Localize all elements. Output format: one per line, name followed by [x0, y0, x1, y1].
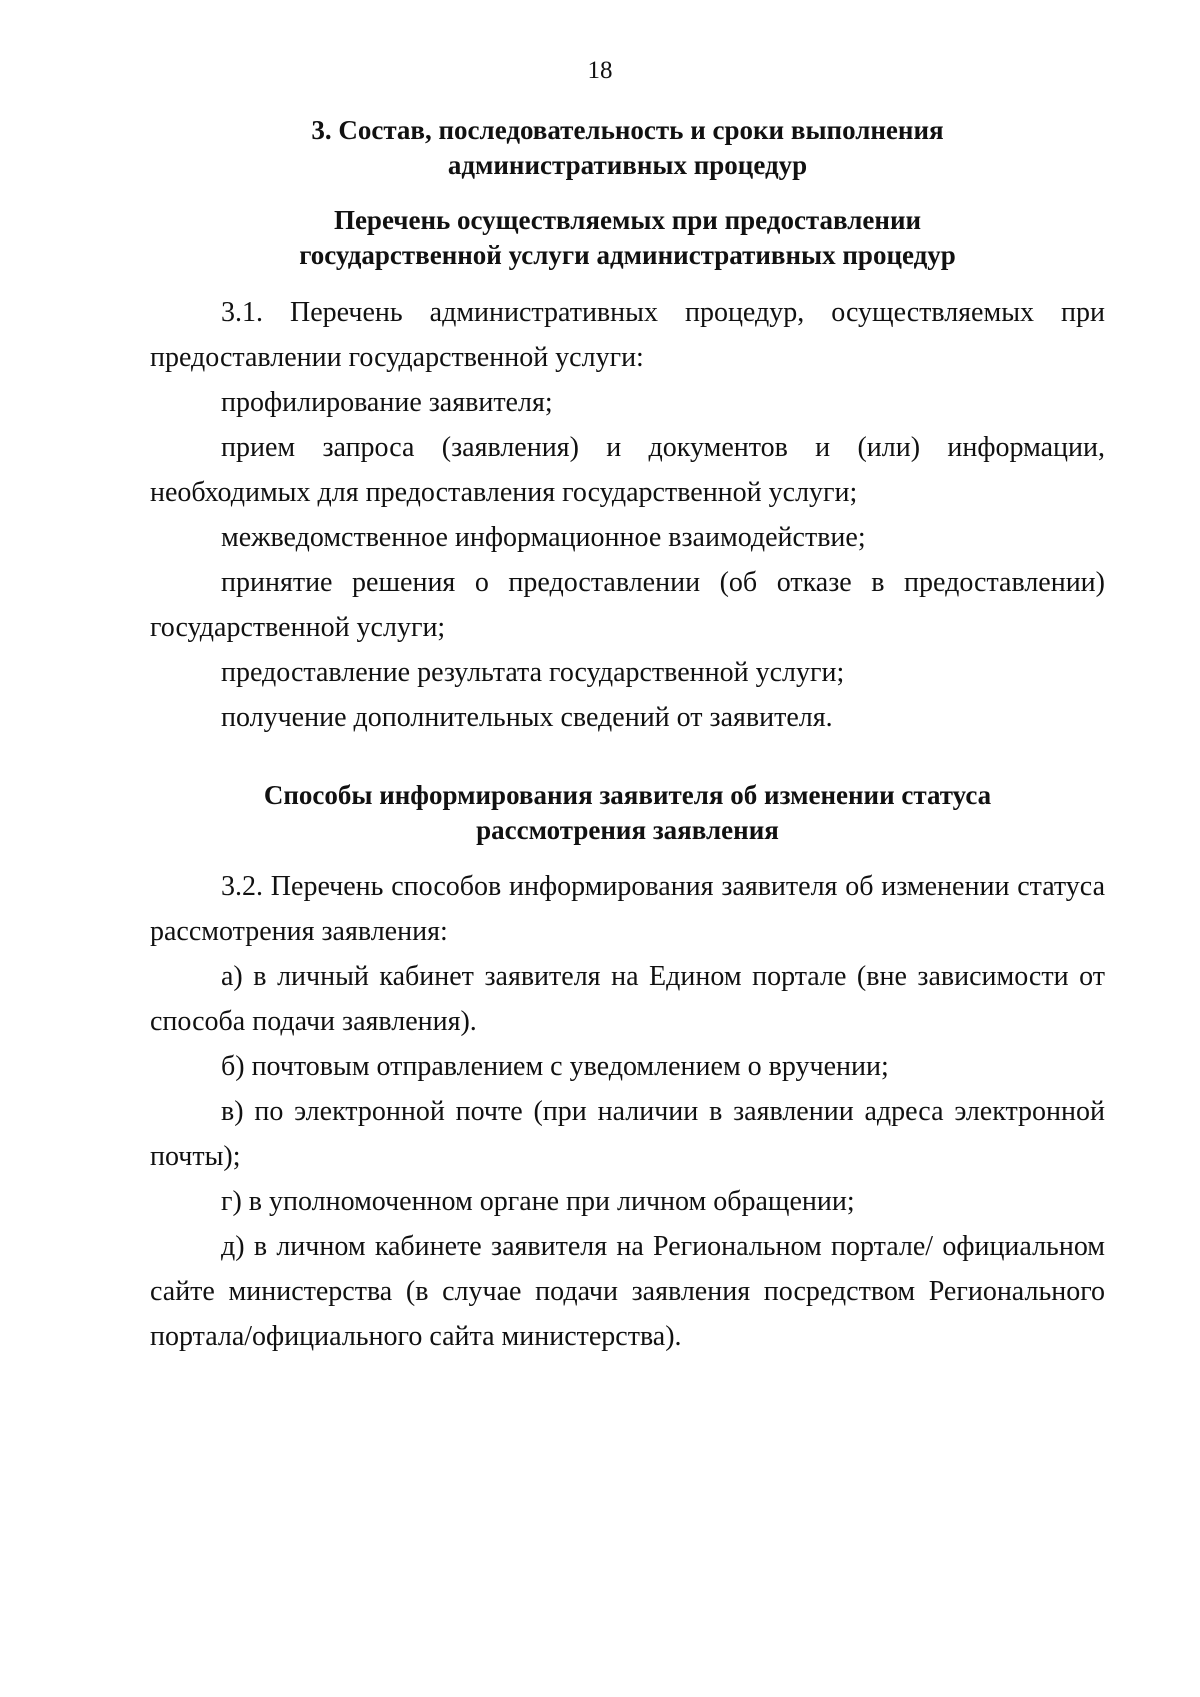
subsection-2-heading-line-1: Способы информирования заявителя об изменении статуса — [263, 780, 992, 810]
subsection-1-heading — [150, 203, 1105, 273]
subsection-1-heading-line-1: Перечень осуществляемых при предоставлении — [333, 205, 922, 235]
list-item: предоставление результата государственной услуги; — [221, 657, 845, 688]
list-item: б) почтовым отправлением с уведомлением о вручении; — [221, 1051, 889, 1082]
subsection-1-heading-line-2: государственной услуги административных процедур — [299, 240, 956, 270]
subsection-2-heading — [150, 778, 1105, 848]
page-number: 18 — [587, 57, 613, 84]
section-heading — [150, 113, 1105, 183]
list-item: д) в личном кабинете заявителя на Региональном портале/ официальном сайте министерства (в случае подачи заявления посредством Регионального портала/официального сайта министерства). — [150, 1231, 1105, 1352]
list-item: принятие решения о предоставлении (об отказе в предоставлении) государственной услуги; — [150, 567, 1105, 643]
list-item: в) по электронной почте (при наличии в заявлении адреса электронной почты); — [150, 1096, 1105, 1172]
subsection-2-heading-line-2: рассмотрения заявления — [476, 815, 779, 845]
paragraph: 3.2. Перечень способов информирования заявителя об изменении статуса рассмотрения заявления: — [150, 871, 1105, 947]
section-heading-line-1: 3. Состав, последовательность и сроки выполнения — [311, 115, 944, 145]
list-item: получение дополнительных сведений от заявителя. — [221, 702, 833, 733]
list-item: г) в уполномоченном органе при личном обращении; — [221, 1186, 855, 1217]
list-item: а) в личный кабинет заявителя на Едином портале (вне зависимости от способа подачи заявления). — [150, 961, 1105, 1037]
paragraph: 3.1. Перечень административных процедур, осуществляемых при предоставлении государственной услуги: — [150, 297, 1105, 373]
list-item: профилирование заявителя; — [221, 387, 553, 418]
subsection-2-body — [150, 864, 1105, 1359]
subsection-1-body — [150, 290, 1105, 740]
section-heading-line-2: административных процедур — [447, 150, 808, 180]
list-item: межведомственное информационное взаимодействие; — [221, 522, 866, 553]
list-item: прием запроса (заявления) и документов и (или) информации, необходимых для предоставления государственной услуги; — [150, 432, 1105, 508]
